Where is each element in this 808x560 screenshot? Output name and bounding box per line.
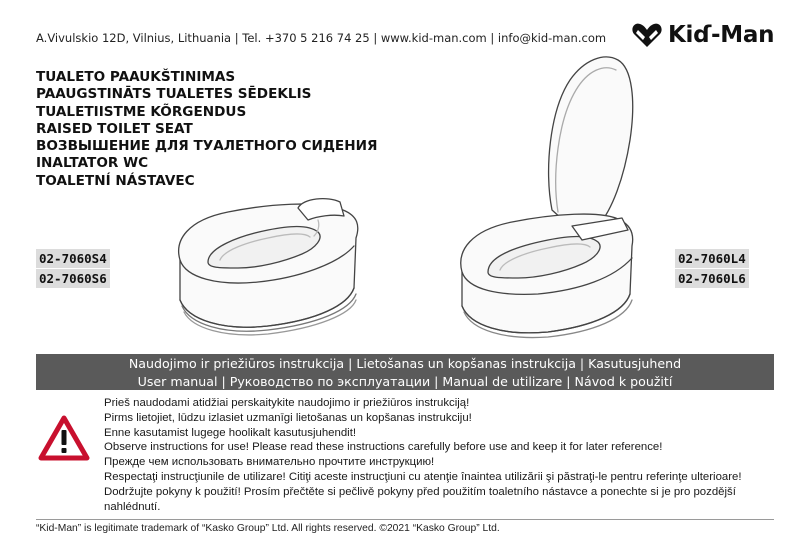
trademark-footer: “Kid-Man” is legitimate trademark of “Kasko Group” Ltd. All rights reserved. ©2021 “Kasko Group” Ltd. (36, 523, 500, 534)
product-titles (36, 69, 377, 190)
product-codes-right (675, 249, 749, 289)
title-en: RAISED TOILET SEAT (36, 120, 193, 137)
banner-line-2: User manual | Руководство по эксплуатации | Manual de utilizare | Návod k použití (137, 373, 673, 389)
product-code: 02-7060L6 (675, 269, 749, 288)
title-lv: PAAUGSTINĀTS TUALETES SĒDEKLIS (36, 86, 312, 103)
heart-hands-logo-icon (632, 22, 662, 48)
product-code: 02-7060L4 (675, 249, 749, 268)
instruction-en: Observe instructions for use! Please read these instructions carefully before use and keep it for later reference! (104, 441, 663, 454)
instruction-lv: Pirms lietojiet, lūdzu izlasiet uzmanīgi lietošanas un kopšanas instrukciju! (104, 411, 472, 424)
footer-divider (36, 519, 774, 520)
instruction-ee: Enne kasutamist lugege hoolikalt kasutusjuhendit! (104, 426, 357, 439)
brand-logo (632, 22, 774, 48)
raised-seat-illustration (168, 190, 366, 340)
product-code: 02-7060S6 (36, 269, 110, 288)
manual-title-banner (36, 354, 774, 390)
banner-line-1: Naudojimo ir priežiūros instrukcija | Lietošanas un kopšanas instrukcija | Kasutusjuhend (128, 356, 682, 371)
instruction-lt: Prieš naudodami atidžiai perskaitykite naudojimo ir priežiūros instrukciją! (104, 397, 470, 409)
warning-exclamation-icon (38, 415, 90, 461)
product-code: 02-7060S4 (36, 249, 110, 268)
logo-text: Kiɗ-Man (668, 22, 775, 48)
instruction-cz: Dodržujte pokyny k použití! Prosím přečtěte si pečlivě pokyny před použitím toaletního nástavce a ponechte si je pro pozdější nahlédnutí. (104, 485, 736, 513)
contact-info: A.Vivulskio 12D, Vilnius, Lithuania | Tel. +370 5 216 74 25 | www.kid-man.com | info@kid-man.com (36, 31, 607, 45)
title-ee: TUALETIISTME KÕRGENDUS (36, 103, 247, 120)
title-lt: TUALETO PAAUKŠTINIMAS (36, 69, 236, 85)
title-cz: TOALETNÍ NÁSTAVEC (36, 172, 195, 189)
instruction-ru: Прежде чем использовать внимательно прочтите инструкцию! (104, 456, 435, 469)
raised-seat-with-lid-illustration (452, 50, 644, 342)
product-codes-left (36, 249, 110, 289)
title-ro: INALTATOR WC (36, 155, 149, 172)
instruction-ro: Respectaţi instrucţiunile de utilizare! Citiţi aceste instrucţiuni cu atenţie înaintea utilizării şi păstraţi-le pentru referinţe ulterioare! (104, 470, 742, 483)
safety-instructions (104, 396, 772, 514)
title-ru: ВОЗВЫШЕНИЕ ДЛЯ ТУАЛЕТНОГО СИДЕНИЯ (36, 138, 378, 155)
